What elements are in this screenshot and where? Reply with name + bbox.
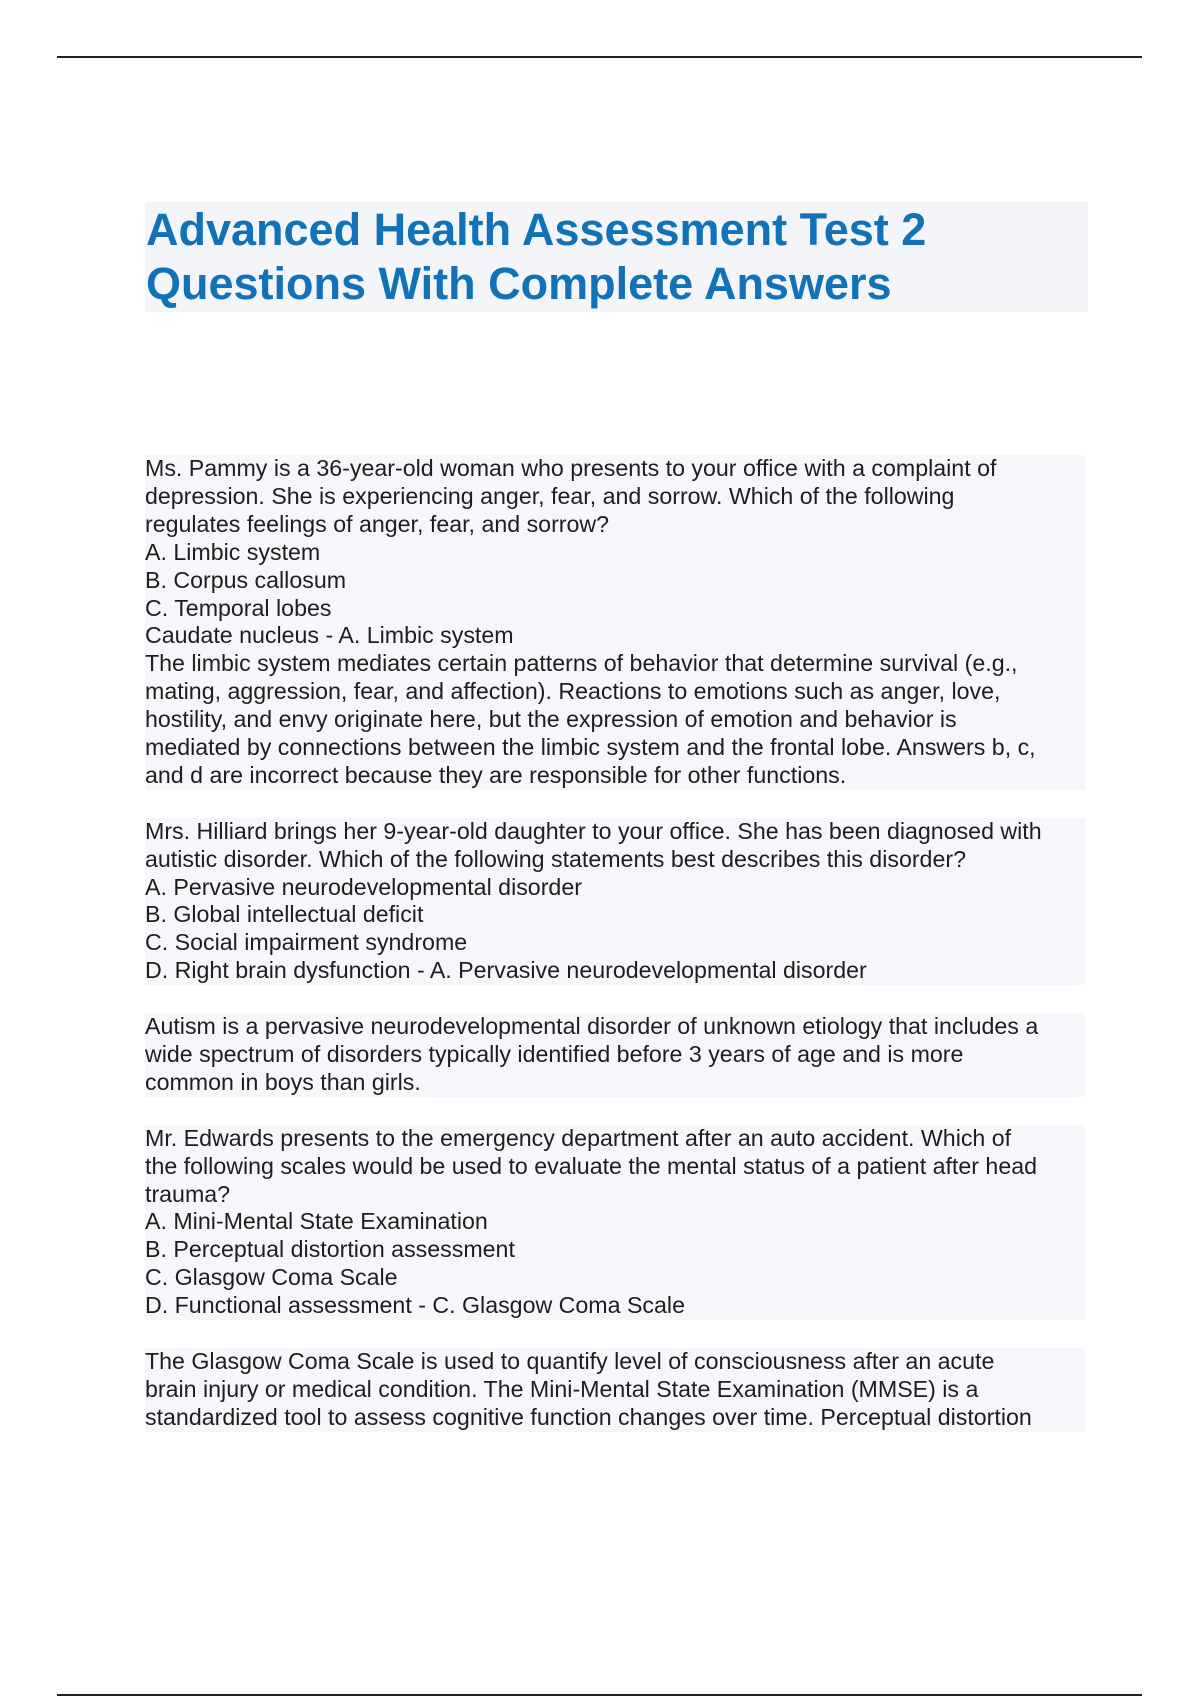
qa-paragraph-1 (145, 455, 1085, 790)
text-line: The Glasgow Coma Scale is used to quantify level of consciousness after an acute (145, 1348, 1085, 1376)
answer-line: D. Functional assessment - C. Glasgow Coma Scale (145, 1292, 1085, 1320)
option-line: B. Corpus callosum (145, 567, 1085, 595)
header-rule (57, 56, 1142, 58)
option-line: A. Pervasive neurodevelopmental disorder (145, 874, 1085, 902)
text-line: The limbic system mediates certain patterns of behavior that determine survival (e.g., (145, 650, 1085, 678)
answer-line: Caudate nucleus - A. Limbic system (145, 622, 1085, 650)
text-line: hostility, and envy originate here, but the expression of emotion and behavior is (145, 706, 1085, 734)
text-line: mediated by connections between the limbic system and the frontal lobe. Answers b, c, (145, 734, 1085, 762)
text-line: Mr. Edwards presents to the emergency department after an auto accident. Which of (145, 1125, 1085, 1153)
text-line: trauma? (145, 1181, 1085, 1209)
text-line: autistic disorder. Which of the following statements best describes this disorder? (145, 846, 1085, 874)
text-line: Ms. Pammy is a 36-year-old woman who presents to your office with a complaint of (145, 455, 1085, 483)
explanation-paragraph-2 (145, 1013, 1085, 1097)
text-line: Mrs. Hilliard brings her 9-year-old daughter to your office. She has been diagnosed with (145, 818, 1085, 846)
text-line: the following scales would be used to evaluate the mental status of a patient after head (145, 1153, 1085, 1181)
text-line: wide spectrum of disorders typically identified before 3 years of age and is more (145, 1041, 1085, 1069)
text-line: regulates feelings of anger, fear, and sorrow? (145, 511, 1085, 539)
text-line: and d are incorrect because they are responsible for other functions. (145, 762, 1085, 790)
text-line: Autism is a pervasive neurodevelopmental disorder of unknown etiology that includes a (145, 1013, 1085, 1041)
title-line-2: Questions With Complete Answers (146, 258, 892, 309)
option-line: A. Mini-Mental State Examination (145, 1208, 1085, 1236)
text-line: depression. She is experiencing anger, fear, and sorrow. Which of the following (145, 483, 1085, 511)
option-line: B. Global intellectual deficit (145, 901, 1085, 929)
document-body (145, 455, 1085, 1432)
footer-rule (57, 1694, 1142, 1696)
qa-paragraph-2 (145, 818, 1085, 985)
explanation-paragraph-3 (145, 1348, 1085, 1432)
option-line: C. Temporal lobes (145, 595, 1085, 623)
option-line: B. Perceptual distortion assessment (145, 1236, 1085, 1264)
title-line-1: Advanced Health Assessment Test 2 (146, 204, 927, 255)
answer-line: D. Right brain dysfunction - A. Pervasive neurodevelopmental disorder (145, 957, 1085, 985)
text-line: brain injury or medical condition. The Mini-Mental State Examination (MMSE) is a (145, 1376, 1085, 1404)
text-line: standardized tool to assess cognitive function changes over time. Perceptual distortion (145, 1404, 1085, 1432)
option-line: C. Glasgow Coma Scale (145, 1264, 1085, 1292)
qa-paragraph-3 (145, 1125, 1085, 1320)
option-line: C. Social impairment syndrome (145, 929, 1085, 957)
text-line: mating, aggression, fear, and affection). Reactions to emotions such as anger, love, (145, 678, 1085, 706)
text-line: common in boys than girls. (145, 1069, 1085, 1097)
option-line: A. Limbic system (145, 539, 1085, 567)
document-title (145, 202, 1088, 312)
